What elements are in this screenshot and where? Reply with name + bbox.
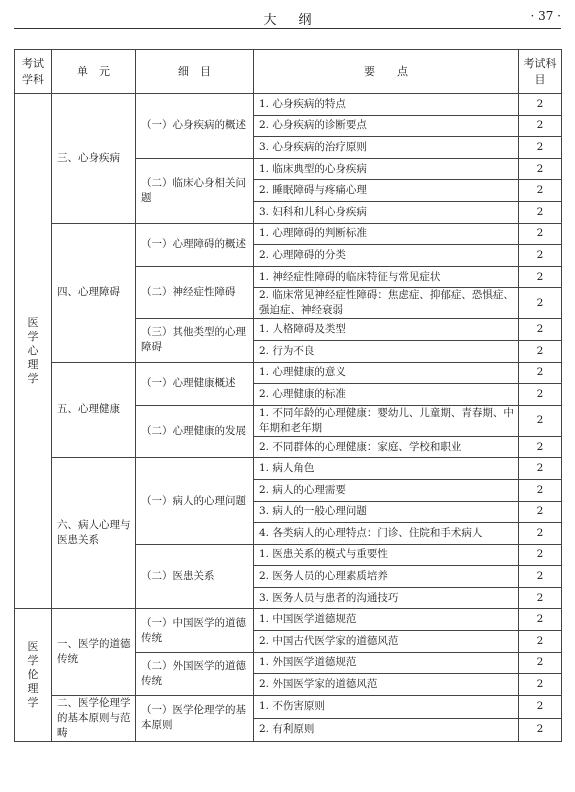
point-cell: 2. 病人的心理需要 [254,479,519,501]
point-cell: 3. 妇科和儿科心身疾病 [254,201,519,223]
table-row [15,695,562,718]
page-header [14,6,561,29]
point-cell: 3. 病人的一般心理问题 [254,501,519,523]
col-header-unit: 单 元 [52,50,136,94]
level-cell: 2 [519,288,562,319]
level-cell: 2 [519,458,562,480]
point-cell: 2. 心理障碍的分类 [254,245,519,267]
unit-cell: 二、医学伦理学的基本原则与范畴 [52,695,136,741]
point-cell: 1. 不同年龄的心理健康：婴幼儿、儿童期、青春期、中年期和老年期 [254,405,519,436]
item-cell: （二）外国医学的道德传统 [136,652,254,695]
level-cell: 2 [519,319,562,341]
table-header-row [15,50,562,94]
level-cell: 2 [519,652,562,674]
item-cell: （二）心理健康的发展 [136,405,254,458]
point-cell: 3. 医务人员与患者的沟通技巧 [254,587,519,609]
point-cell: 1. 神经症性障碍的临床特征与常见症状 [254,266,519,288]
table-body [15,94,562,742]
level-cell: 2 [519,245,562,267]
subject-cell [15,94,52,609]
level-cell: 2 [519,479,562,501]
point-cell: 1. 临床典型的心身疾病 [254,158,519,180]
level-cell: 2 [519,436,562,458]
col-header-item: 细 目 [136,50,254,94]
point-cell: 1. 中国医学道德规范 [254,609,519,631]
point-cell: 2. 有利原则 [254,718,519,741]
level-cell: 2 [519,609,562,631]
level-cell: 2 [519,180,562,202]
page-number: · 37 · [530,9,561,23]
point-cell: 2. 不同群体的心理健康：家庭、学校和职业 [254,436,519,458]
point-cell: 3. 心身疾病的治疗原则 [254,137,519,159]
level-cell: 2 [519,340,562,362]
table-row [15,458,562,480]
point-cell: 1. 心身疾病的特点 [254,94,519,116]
item-cell: （一）病人的心理问题 [136,458,254,544]
point-cell: 2. 心身疾病的诊断要点 [254,115,519,137]
level-cell: 2 [519,201,562,223]
unit-cell: 三、心身疾病 [52,94,136,224]
level-cell: 2 [519,405,562,436]
level-cell: 2 [519,501,562,523]
level-cell: 2 [519,631,562,653]
level-cell: 2 [519,523,562,545]
point-cell: 1. 心理健康的意义 [254,362,519,384]
level-cell: 2 [519,362,562,384]
point-cell: 1. 医患关系的模式与重要性 [254,544,519,566]
col-header-subject: 考试学科 [15,50,52,94]
point-cell: 2. 中国古代医学家的道德风范 [254,631,519,653]
point-cell: 2. 行为不良 [254,340,519,362]
level-cell: 2 [519,544,562,566]
level-cell: 2 [519,674,562,696]
level-cell: 2 [519,718,562,741]
level-cell: 2 [519,94,562,116]
point-cell: 2. 心理健康的标准 [254,384,519,406]
table-row [15,362,562,384]
syllabus-table [14,49,562,742]
unit-cell: 四、心理障碍 [52,223,136,362]
item-cell: （二）临床心身相关问题 [136,158,254,223]
unit-cell: 一、医学的道德传统 [52,609,136,695]
subject-name: 医学伦理学 [27,640,39,710]
point-cell: 1. 不伤害原则 [254,695,519,718]
level-cell: 2 [519,266,562,288]
point-cell: 2. 医务人员的心理素质培养 [254,566,519,588]
level-cell: 2 [519,384,562,406]
level-cell: 2 [519,695,562,718]
item-cell: （一）中国医学的道德传统 [136,609,254,652]
point-cell: 1. 人格障碍及类型 [254,319,519,341]
col-header-points: 要 点 [254,50,519,94]
unit-cell: 六、病人心理与医患关系 [52,458,136,609]
point-cell: 1. 外国医学道德规范 [254,652,519,674]
level-cell: 2 [519,223,562,245]
level-cell: 2 [519,158,562,180]
item-cell: （一）心身疾病的概述 [136,94,254,159]
item-cell: （二）医患关系 [136,544,254,609]
point-cell: 2. 睡眠障碍与疼痛心理 [254,180,519,202]
item-cell: （一）医学伦理学的基本原则 [136,695,254,741]
subject-cell [15,609,52,741]
point-cell: 1. 心理障碍的判断标准 [254,223,519,245]
point-cell: 2. 外国医学家的道德风范 [254,674,519,696]
level-cell: 2 [519,587,562,609]
item-cell: （二）神经症性障碍 [136,266,254,319]
col-header-level: 考试科目 [519,50,562,94]
level-cell: 2 [519,137,562,159]
point-cell: 1. 病人角色 [254,458,519,480]
unit-cell: 五、心理健康 [52,362,136,458]
item-cell: （三）其他类型的心理障碍 [136,319,254,362]
table-row [15,94,562,116]
table-row [15,609,562,631]
item-cell: （一）心理健康概述 [136,362,254,405]
level-cell: 2 [519,115,562,137]
point-cell: 2. 临床常见神经症性障碍：焦虑症、抑郁症、恐惧症、强迫症、神经衰弱 [254,288,519,319]
page-title: 大纲 [263,13,334,28]
level-cell: 2 [519,566,562,588]
subject-name: 医学心理学 [27,316,39,386]
item-cell: （一）心理障碍的概述 [136,223,254,266]
point-cell: 4. 各类病人的心理特点：门诊、住院和手术病人 [254,523,519,545]
table-row [15,223,562,245]
